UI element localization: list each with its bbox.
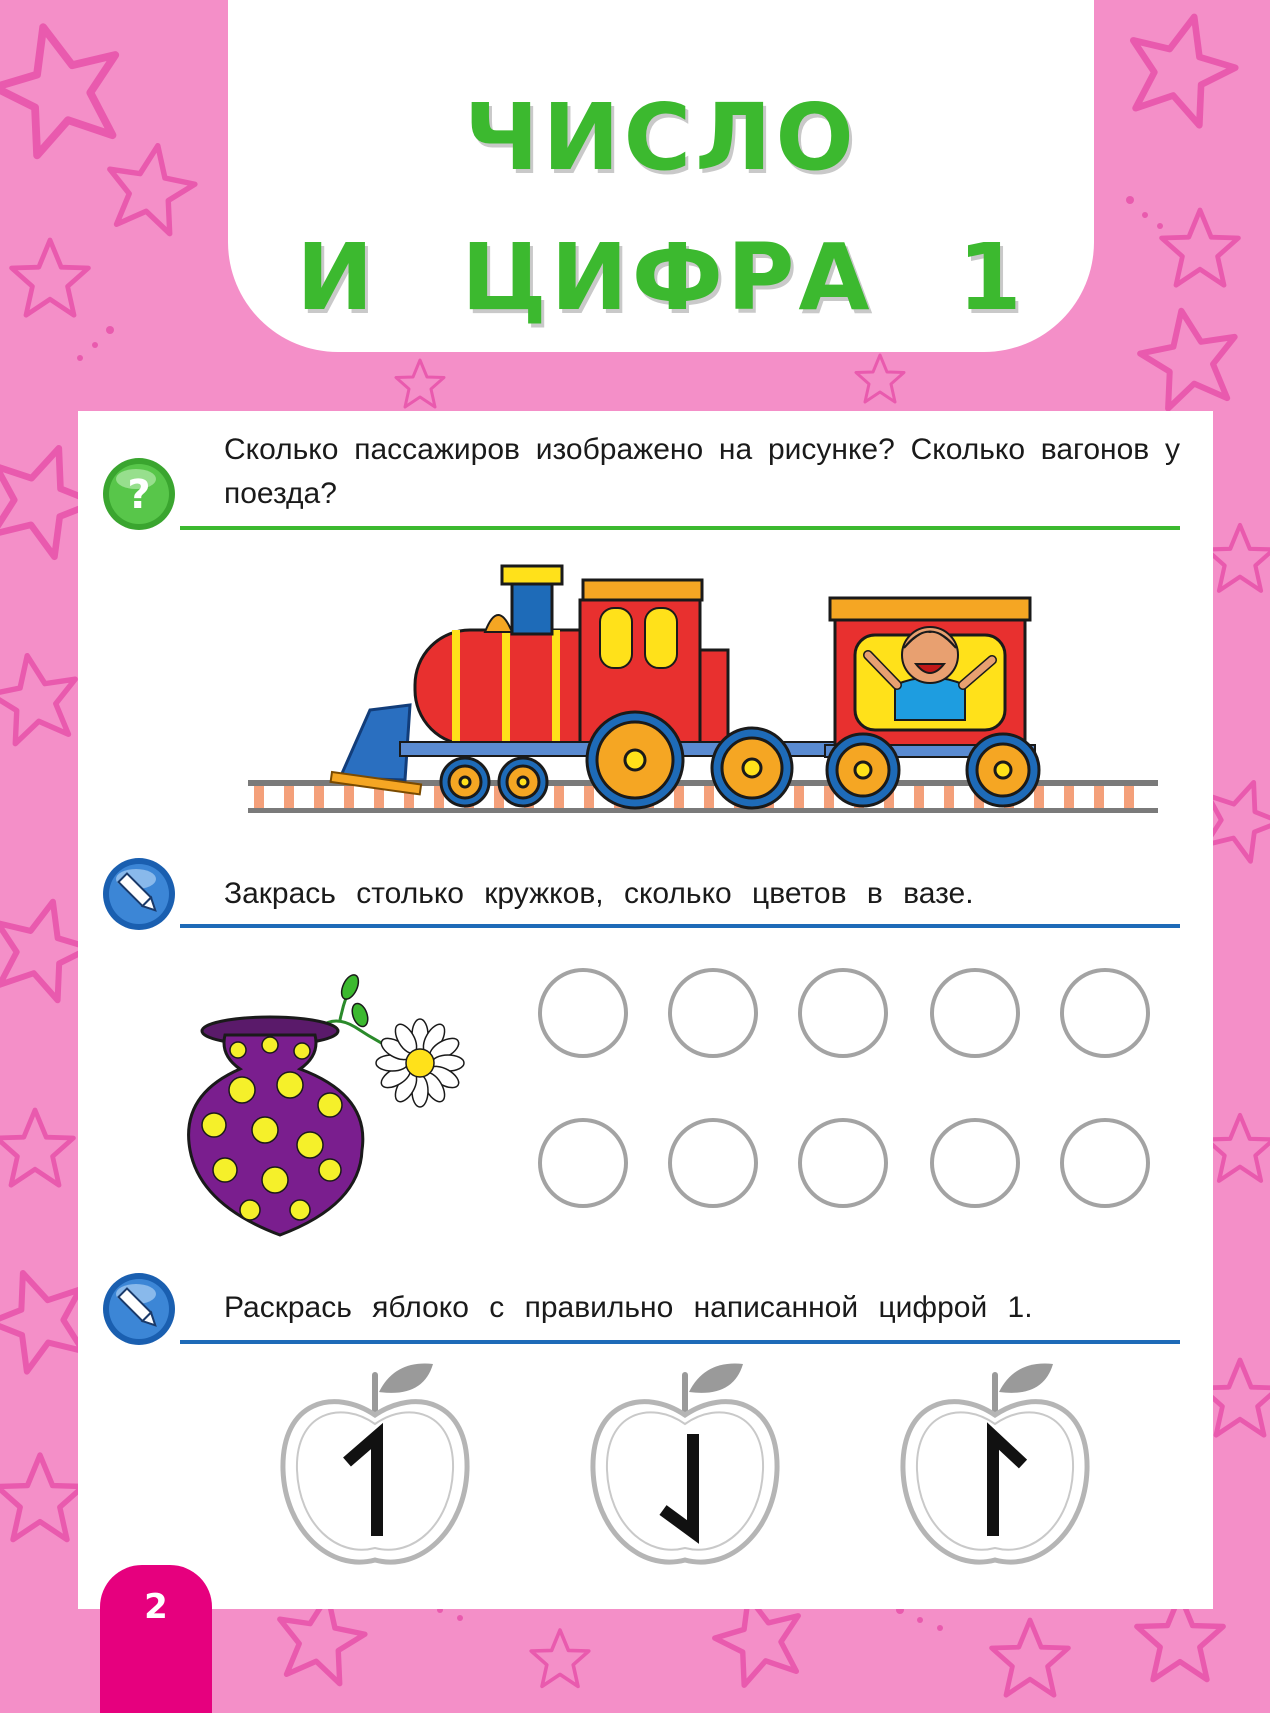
task-1-text: Сколько пассажиров изображено на рисунке? Сколько вагонов у поезда? bbox=[224, 433, 1180, 510]
svg-text:?: ? bbox=[127, 472, 151, 518]
page-number-tab bbox=[100, 1565, 212, 1713]
task-2-text: Закрась столько кружков, сколько цветов в вазе. bbox=[224, 877, 974, 910]
task-3-text: Раскрась яблоко с правильно написанной цифрой 1. bbox=[224, 1291, 1033, 1324]
train-illustration bbox=[240, 560, 1170, 820]
task-3-rule bbox=[180, 1340, 1180, 1344]
apple-outline-icon bbox=[275, 1360, 475, 1580]
coloring-circle[interactable] bbox=[798, 968, 888, 1058]
task-1-rule bbox=[180, 526, 1180, 530]
apple-option-mirrored-hook[interactable] bbox=[585, 1360, 785, 1580]
pencil-icon bbox=[100, 1270, 178, 1348]
coloring-circle[interactable] bbox=[538, 968, 628, 1058]
pencil-icon bbox=[100, 855, 178, 933]
question-icon bbox=[100, 455, 178, 533]
coloring-circle[interactable] bbox=[1060, 1118, 1150, 1208]
coloring-circle[interactable] bbox=[668, 968, 758, 1058]
coloring-circle[interactable] bbox=[668, 1118, 758, 1208]
coloring-circle[interactable] bbox=[798, 1118, 888, 1208]
coloring-circle[interactable] bbox=[1060, 968, 1150, 1058]
coloring-circle[interactable] bbox=[930, 1118, 1020, 1208]
coloring-circle[interactable] bbox=[538, 1118, 628, 1208]
task-2-rule bbox=[180, 924, 1180, 928]
vase-with-flower-illustration bbox=[180, 965, 480, 1245]
coloring-circle[interactable] bbox=[930, 968, 1020, 1058]
page-title-line-1: ЧИСЛО bbox=[464, 84, 858, 191]
apple-outline-icon bbox=[585, 1360, 785, 1580]
page-title-line-2: И ЦИФРА 1 bbox=[296, 224, 1026, 331]
apple-option-mirrored-flag[interactable] bbox=[895, 1360, 1095, 1580]
apple-option-correct[interactable] bbox=[275, 1360, 475, 1580]
page-number: 2 bbox=[144, 1587, 168, 1627]
apple-outline-icon bbox=[895, 1360, 1095, 1580]
title-card bbox=[228, 0, 1094, 352]
